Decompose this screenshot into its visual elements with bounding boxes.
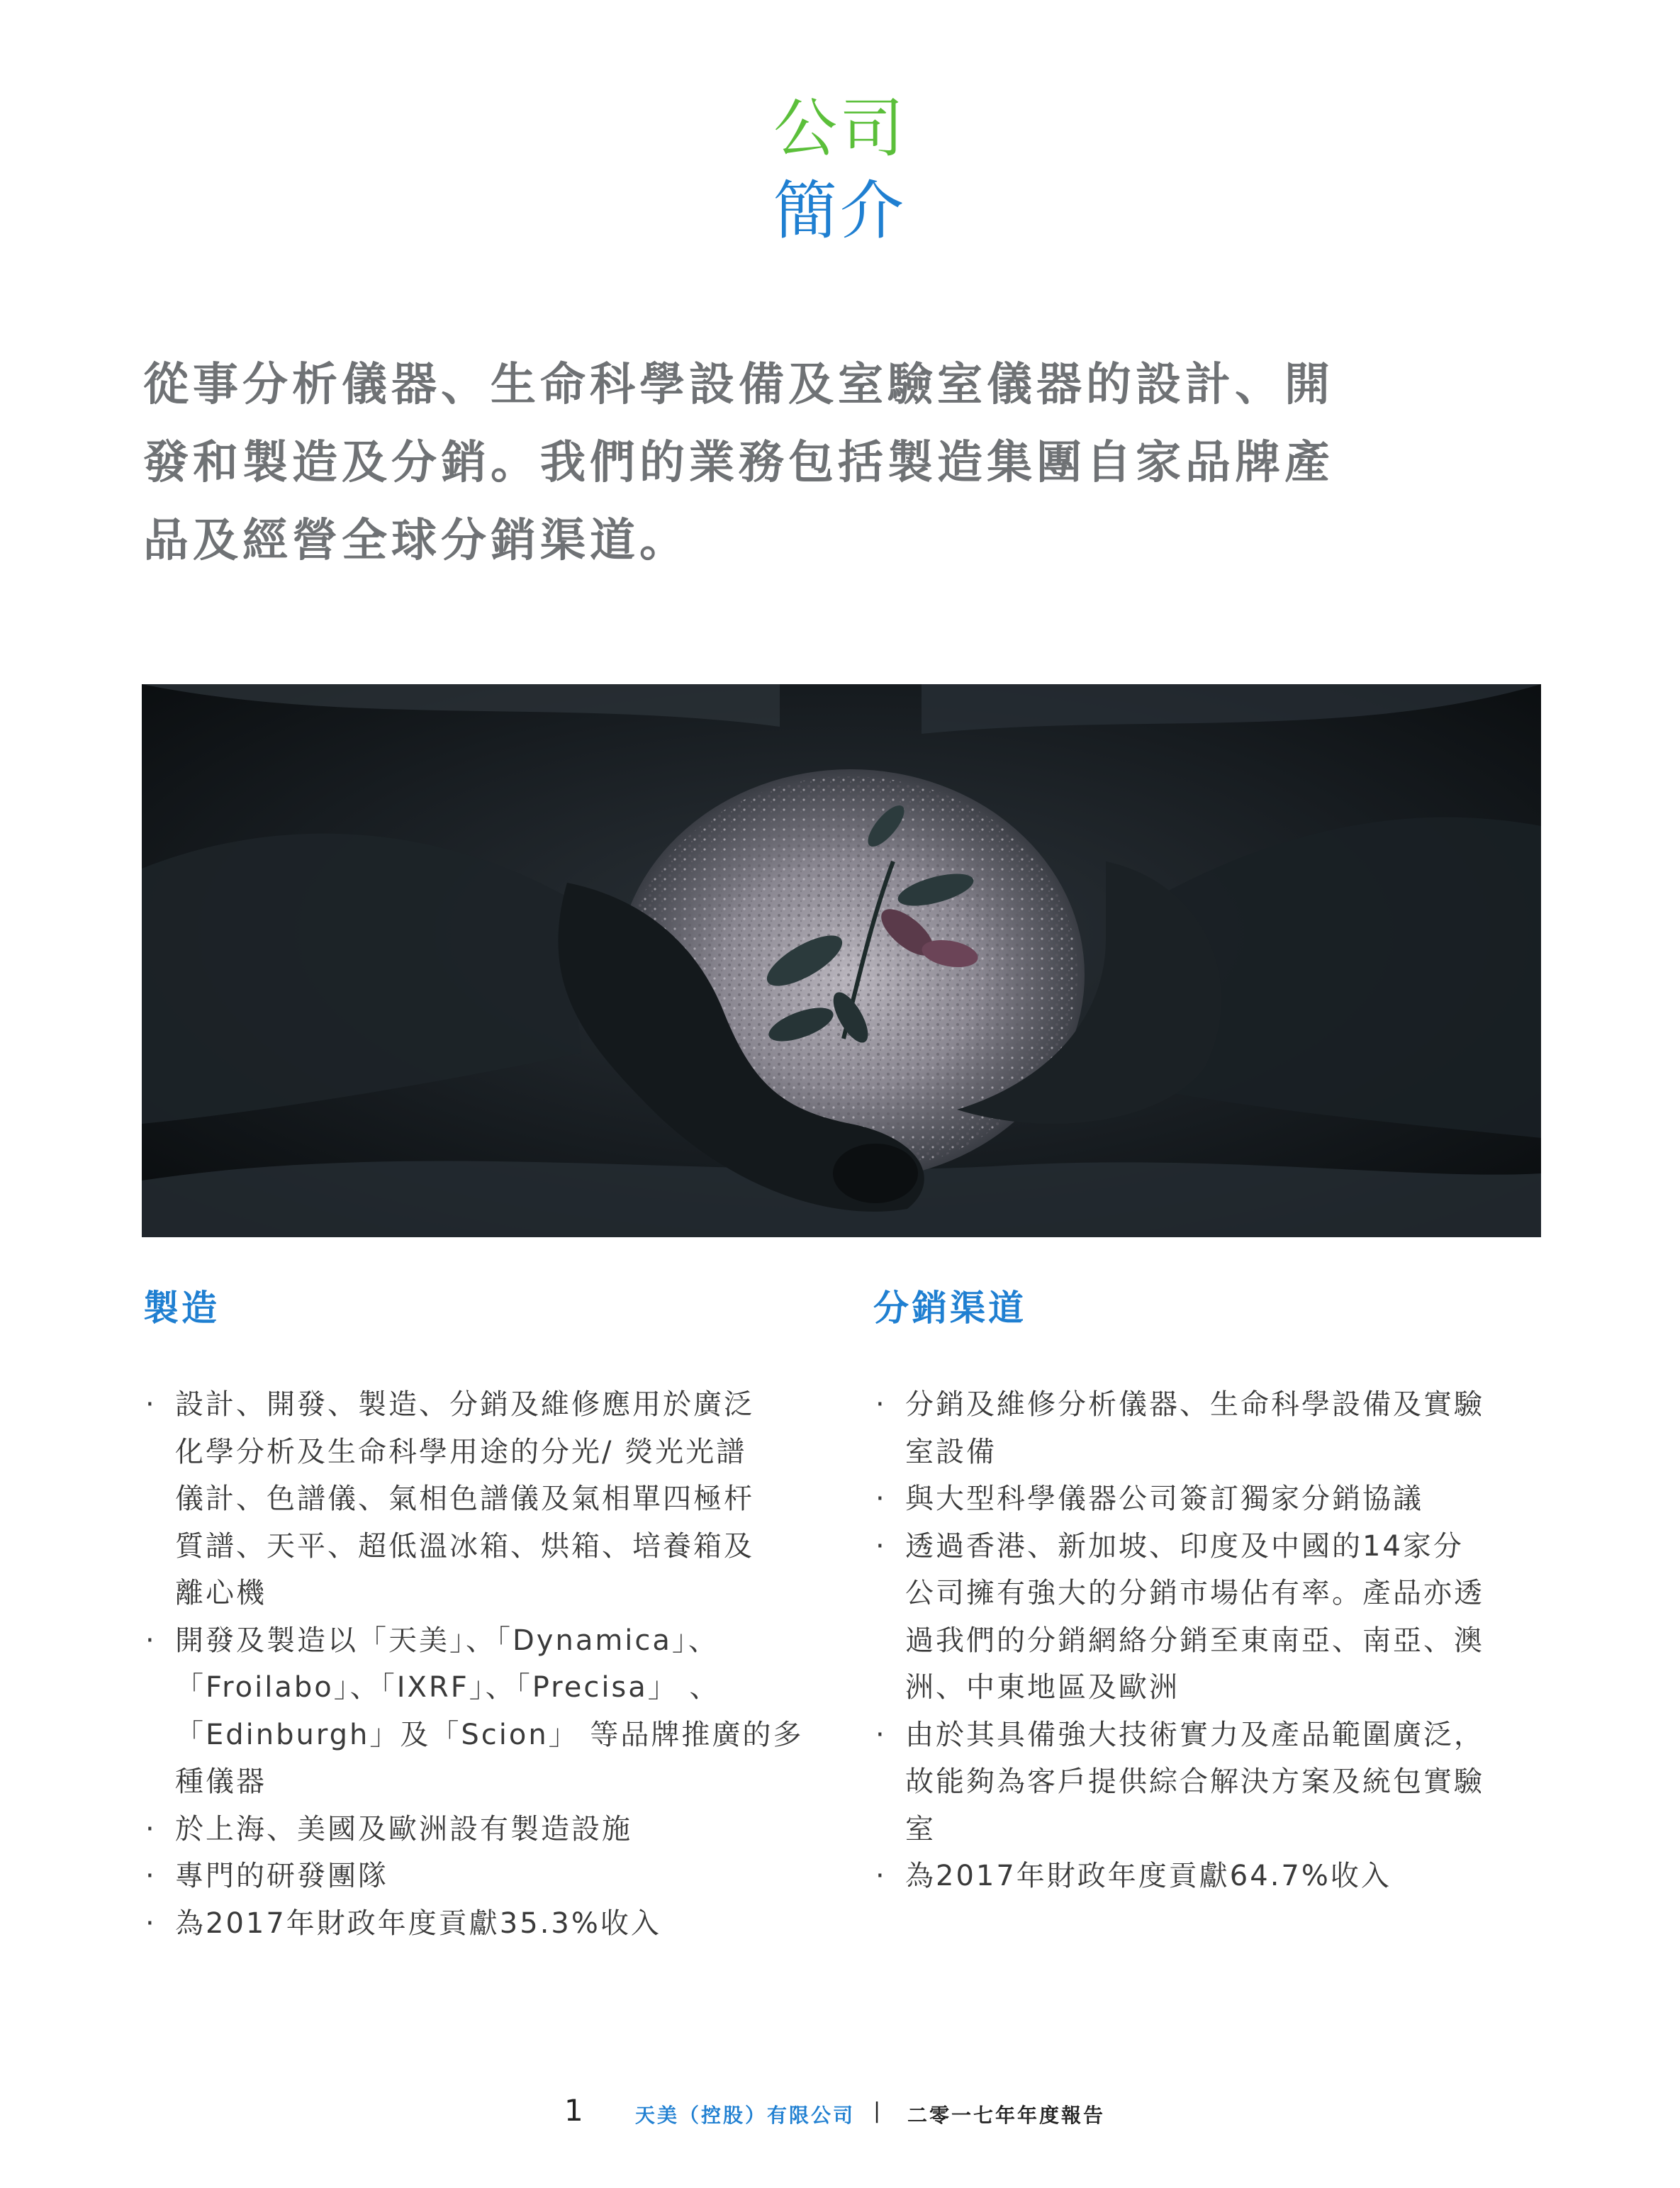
footer-report-title: 二零一七年年度報告 [907, 2104, 1106, 2127]
list-item: · 為2017年財政年度貢獻64.7%收入 [875, 1853, 1556, 1900]
page-title-line2: 簡介 [773, 174, 907, 248]
page-footer [0, 2093, 1680, 2128]
footer-separator: | [873, 2099, 881, 2123]
intro-line: 發和製造及分銷。我們的業務包括製造集團自家品牌產 [143, 437, 1334, 489]
list-item: · 分銷及維修分析儀器、生命科學設備及實驗 室設備 [875, 1381, 1556, 1475]
list-item: · 開發及製造以「天美」、「Dynamica」、 「Froilabo」、「IXRF」、「Precisa」 、 「Edinburgh」及「Scion」 等品牌推廣的多 種儀器 [145, 1617, 840, 1806]
list-item: · 由於其具備強大技術實力及產品範圍廣泛， 故能夠為客戶提供綜合解決方案及統包實驗 室 [875, 1712, 1556, 1853]
list-item: · 專門的研發團隊 [145, 1853, 840, 1900]
manufacturing-list [145, 1381, 840, 1947]
page-title-line1: 公司 [773, 91, 907, 166]
hands-seedling-photo [142, 684, 1541, 1237]
intro-paragraph [143, 346, 1554, 580]
list-item: · 透過香港、新加坡、印度及中國的14家分 公司擁有強大的分銷市場佔有率。產品亦透 過我們的分銷網絡分銷至東南亞、南亞、澳 洲、中東地區及歐洲 [875, 1523, 1556, 1712]
intro-line: 從事分析儀器、生命科學設備及室驗室儀器的設計、開 [143, 359, 1334, 411]
distribution-heading: 分銷渠道 [873, 1288, 1026, 1329]
list-item: · 設計、開發、製造、分銷及維修應用於廣泛 化學分析及生命科學用途的分光/ 熒光光譜 儀計、色譜儀、氣相色譜儀及氣相單四極杆 質譜、天平、超低溫冰箱、烘箱、培養箱及 離心機 [145, 1381, 840, 1617]
manufacturing-heading: 製造 [143, 1288, 220, 1329]
distribution-list [875, 1381, 1556, 1900]
list-item: · 為2017年財政年度貢獻35.3%收入 [145, 1900, 840, 1948]
footer-company-name: 天美（控股）有限公司 [635, 2104, 856, 2127]
intro-line: 品及經營全球分銷渠道。 [143, 515, 689, 567]
page-number: 1 [564, 2093, 583, 2128]
list-item: · 與大型科學儀器公司簽訂獨家分銷協議 [875, 1475, 1556, 1523]
list-item: · 於上海、美國及歐洲設有製造設施 [145, 1806, 840, 1853]
